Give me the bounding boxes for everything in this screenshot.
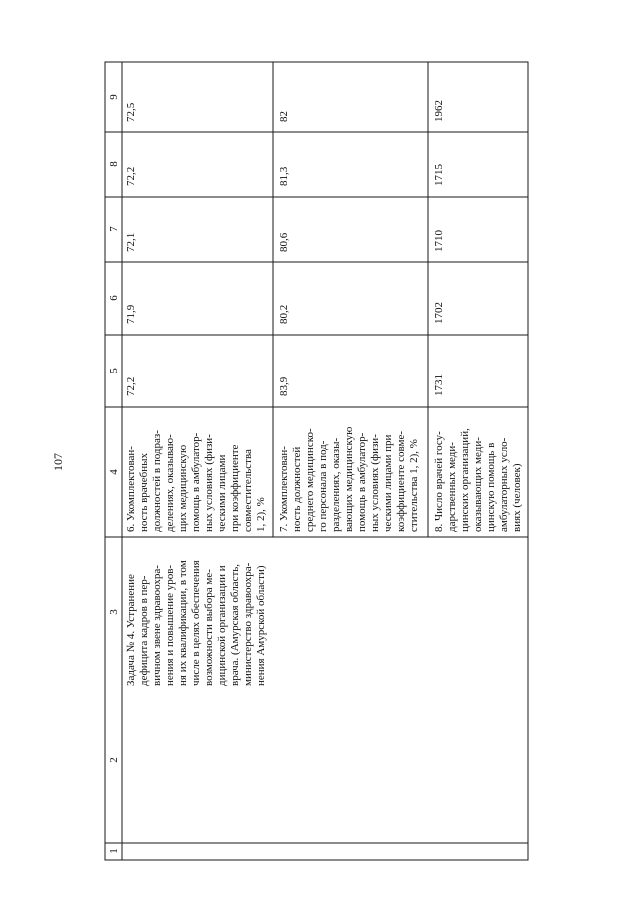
value-cell: 72,2 bbox=[125, 166, 137, 186]
value-cell: 1731 bbox=[433, 374, 445, 396]
page-number: 107 bbox=[51, 453, 65, 471]
col-num-6: 6 bbox=[108, 295, 120, 301]
value-cell: 82 bbox=[278, 111, 290, 122]
indicator-line: ческими лицами bbox=[216, 454, 228, 532]
indicator-line: дарственных меди- bbox=[446, 442, 458, 532]
value-cell: 72,2 bbox=[125, 376, 137, 396]
indicator-cell-8 bbox=[433, 428, 523, 532]
task-line: возможности выбора ме- bbox=[203, 569, 215, 686]
indicator-line: вающих медицинскую bbox=[343, 426, 355, 532]
indicator-line: щих медицинскую bbox=[177, 444, 189, 532]
indicator-line: 6. Укомплектован- bbox=[125, 446, 137, 532]
indicator-line: коэффициенте совме- bbox=[395, 430, 407, 532]
value-cell: 83,9 bbox=[278, 376, 290, 396]
indicator-line: ность должностей bbox=[291, 446, 303, 532]
values-row-7 bbox=[278, 111, 290, 396]
indicator-line: при коэффициенте bbox=[229, 444, 241, 532]
col-num-4: 4 bbox=[108, 469, 120, 475]
task-line: ня их квалификации, в том bbox=[177, 560, 189, 686]
indicator-line: 8. Число врачей госу- bbox=[433, 431, 445, 532]
value-cell: 1710 bbox=[433, 230, 445, 252]
col-num-8: 8 bbox=[108, 161, 120, 167]
values-row-8 bbox=[433, 100, 445, 396]
column-numbers bbox=[108, 94, 120, 854]
value-cell: 72,1 bbox=[125, 232, 137, 252]
indicator-cell-6 bbox=[125, 430, 267, 532]
indicator-line: ность врачебных bbox=[138, 452, 150, 532]
value-cell: 80,2 bbox=[278, 304, 290, 324]
indicator-line: цинскую помощь в bbox=[485, 442, 497, 532]
indicator-line: помощь в амбулатор- bbox=[356, 432, 368, 532]
task-line: числе в целях обеспечения bbox=[190, 560, 202, 686]
indicator-line: помощь в амбулатор- bbox=[190, 432, 202, 532]
task-line: нения Амурской области) bbox=[255, 565, 267, 686]
indicator-cell-7 bbox=[278, 427, 420, 532]
indicator-line: делениях, оказываю- bbox=[164, 434, 176, 532]
value-cell: 72,5 bbox=[125, 102, 137, 122]
indicator-line: разделениях, оказы- bbox=[330, 437, 342, 532]
indicator-line: ных условиях (физи- bbox=[369, 434, 381, 532]
task-line: дицинской организации и bbox=[216, 565, 228, 686]
indicator-line: оказывающих меди- bbox=[472, 437, 484, 532]
indicator-line: го персонала в под- bbox=[317, 440, 329, 532]
col-num-3: 3 bbox=[108, 609, 120, 615]
col-num-5: 5 bbox=[108, 368, 120, 374]
indicator-line: 7. Укомплектован- bbox=[278, 446, 290, 532]
col-num-2: 2 bbox=[108, 757, 120, 763]
indicator-line: виях (человек) bbox=[511, 463, 523, 532]
value-cell: 1715 bbox=[433, 164, 445, 186]
value-cell: 1962 bbox=[433, 100, 445, 122]
task-cell bbox=[125, 560, 267, 686]
value-cell: 80,6 bbox=[278, 232, 290, 252]
value-cell: 71,9 bbox=[125, 304, 137, 324]
indicator-line: ческими лицами при bbox=[382, 434, 394, 532]
indicator-line: амбулаторных усло- bbox=[498, 437, 510, 532]
indicator-line: должностей в подраз- bbox=[151, 430, 163, 532]
task-line: Задача № 4. Устранение bbox=[125, 574, 137, 686]
indicator-line: среднего медицинско- bbox=[304, 428, 316, 532]
task-line: нения и повышение уров- bbox=[164, 564, 176, 686]
indicator-line: 1, 2), % bbox=[255, 497, 267, 532]
indicator-line: ных условиях (физи- bbox=[203, 434, 215, 532]
col-num-1: 1 bbox=[108, 848, 120, 854]
task-line: дефицита кадров в пер- bbox=[138, 575, 150, 686]
value-cell: 1702 bbox=[433, 302, 445, 324]
task-line: вичном звене здравоохра- bbox=[151, 565, 163, 686]
value-cell: 81,3 bbox=[278, 166, 290, 186]
indicator-line: цинских организаций, bbox=[459, 428, 471, 532]
col-num-7: 7 bbox=[108, 226, 120, 232]
task-line: врача. (Амурская область, bbox=[229, 563, 241, 686]
col-num-9: 9 bbox=[108, 94, 120, 100]
task-line: министерство здравоохра- bbox=[242, 562, 254, 686]
indicator-line: совместительства bbox=[242, 449, 254, 532]
values-row-6 bbox=[125, 102, 137, 396]
indicator-line: стительства 1, 2), % bbox=[408, 439, 420, 532]
